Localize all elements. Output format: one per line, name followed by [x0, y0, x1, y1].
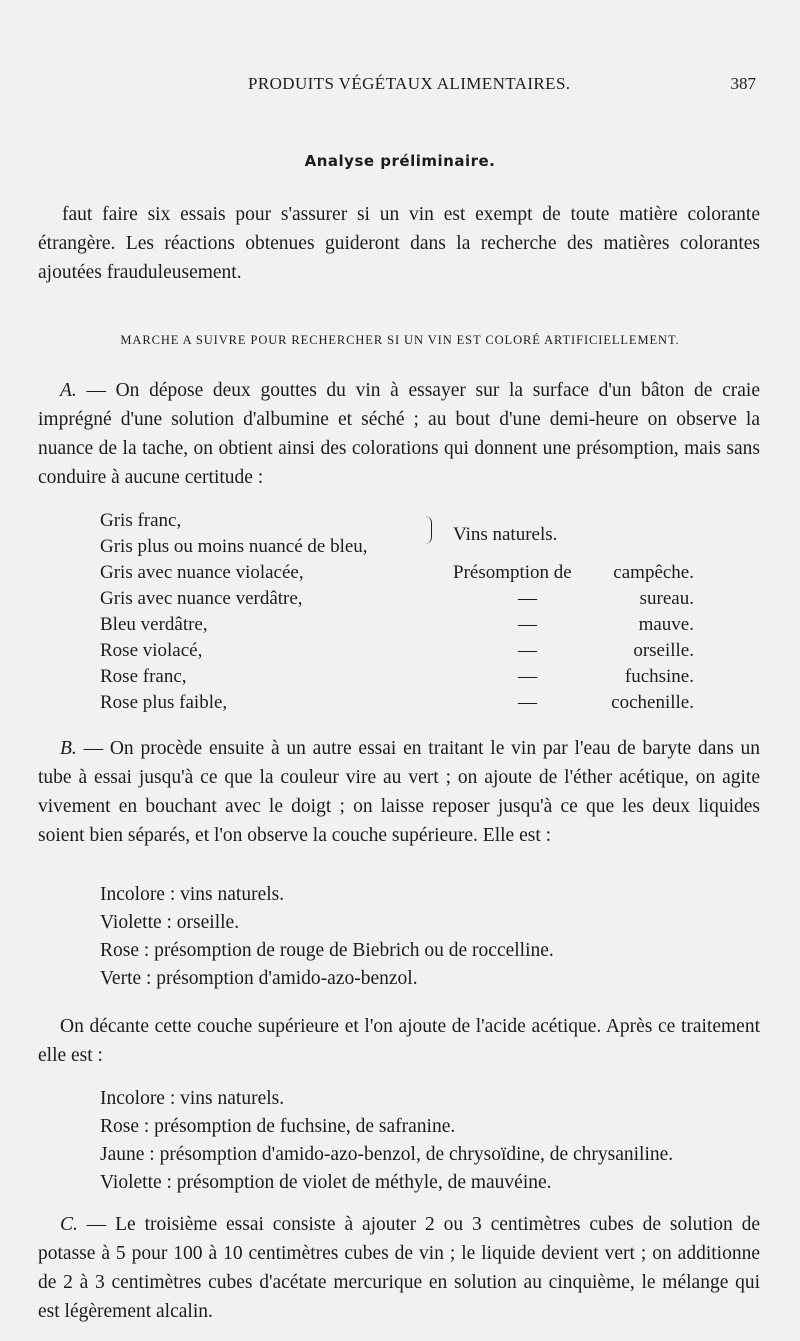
essay-a-lead: A. — [60, 380, 77, 401]
list-item: Verte : présomption d'amido-azo-benzol. — [100, 968, 418, 989]
list-item: Rose : présomption de rouge de Biebrich ou de roccelline. — [100, 940, 554, 961]
presomption-label: Présomption de — [453, 562, 572, 583]
table-row — [100, 510, 700, 536]
list-item: Violette : présomption de violet de méthyle, de mauvéine. — [100, 1172, 552, 1193]
essay-a-text: — On dépose deux gouttes du vin à essayer sur la surface d'un bâton de craie imprégné d'une solution d'albumine et séché ; au bout d'une demi-heure on observe la nuance de la tache, on obtient ainsi des colorations qui donnent une présomption, mais sans conduire à aucune certitude : — [38, 380, 760, 488]
table-color: Gris plus ou moins nuancé de bleu, — [100, 536, 368, 557]
ditto-dash: — — [518, 666, 537, 687]
section-title: Analyse préliminaire. — [304, 152, 496, 170]
ditto-dash: — — [518, 588, 537, 609]
table-color: Gris franc, — [100, 510, 182, 531]
table-row — [100, 692, 700, 718]
essay-c-paragraph — [38, 1210, 760, 1326]
header-title: PRODUITS VÉGÉTAUX ALIMENTAIRES. — [248, 74, 571, 93]
table-row — [100, 588, 700, 614]
table-row — [100, 536, 700, 562]
table-result: orseille. — [633, 640, 694, 661]
table-result: mauve. — [638, 614, 694, 635]
essay-a-paragraph — [38, 376, 760, 492]
list-item: Incolore : vins naturels. — [100, 1088, 285, 1109]
table-row — [100, 640, 700, 666]
running-header — [0, 74, 800, 100]
grouped-result: Vins naturels. — [453, 524, 558, 545]
intro-paragraph: faut faire six essais pour s'assurer si un vin est exempt de toute matière colorante étrangère. Les réactions obtenues guideront dans la recherche des matières colorantes ajoutées frauduleusement. — [38, 204, 760, 283]
table-row — [100, 614, 700, 640]
page-number: 387 — [730, 74, 756, 93]
ditto-dash: — — [518, 640, 537, 661]
essay-b-lead: B. — [60, 738, 77, 759]
ditto-dash: — — [518, 692, 537, 713]
table-color: Gris avec nuance violacée, — [100, 562, 304, 583]
procedure-title: MARCHE A SUIVRE POUR RECHERCHER SI UN VIN EST COLORÉ ARTIFICIELLEMENT. — [120, 333, 680, 347]
grouping-brace — [425, 516, 432, 544]
essay-c-lead: C. — [60, 1214, 78, 1235]
table-result: sureau. — [639, 588, 694, 609]
list-item: Violette : orseille. — [100, 912, 240, 933]
table-color: Rose plus faible, — [100, 692, 228, 713]
list-item: Jaune : présomption d'amido-azo-benzol, de chrysoïdine, de chrysaniline. — [100, 1144, 674, 1165]
table-result: fuchsine. — [624, 666, 694, 687]
table-result: campêche. — [613, 562, 694, 583]
table-row — [100, 666, 700, 692]
table-color: Rose franc, — [100, 666, 187, 687]
ditto-dash: — — [518, 614, 537, 635]
essay-b-text: — On procède ensuite à un autre essai en traitant le vin par l'eau de baryte dans un tube à essai jusqu'à ce que la couleur vire au vert ; on ajoute de l'éther acétique, on agite vivement en bouchant avec le doigt ; on laisse reposer jusqu'à ce que les deux liquides soient bien séparés, et l'on observe la couche supérieure. Elle est : — [38, 738, 760, 846]
table-color: Gris avec nuance verdâtre, — [100, 588, 303, 609]
list-item: Incolore : vins naturels. — [100, 884, 285, 905]
decant-paragraph: On décante cette couche supérieure et l'on ajoute de l'acide acétique. Après ce traitement elle est : — [38, 1016, 760, 1066]
table-row — [100, 562, 700, 588]
essay-b-paragraph — [38, 734, 760, 850]
table-result: cochenille. — [611, 692, 694, 713]
essay-c-text: — Le troisième essai consiste à ajouter 2 ou 3 centimètres cubes de solution de potasse à 5 pour 100 à 10 centimètres cubes de vin ; le liquide devient vert ; on additionne de 2 à 3 centimètres cubes d'acétate mercurique en solution au cinquième, le mélange qui est légèrement alcalin. — [38, 1214, 760, 1322]
table-color: Bleu verdâtre, — [100, 614, 208, 635]
table-color: Rose violacé, — [100, 640, 203, 661]
list-item: Rose : présomption de fuchsine, de safranine. — [100, 1116, 456, 1137]
